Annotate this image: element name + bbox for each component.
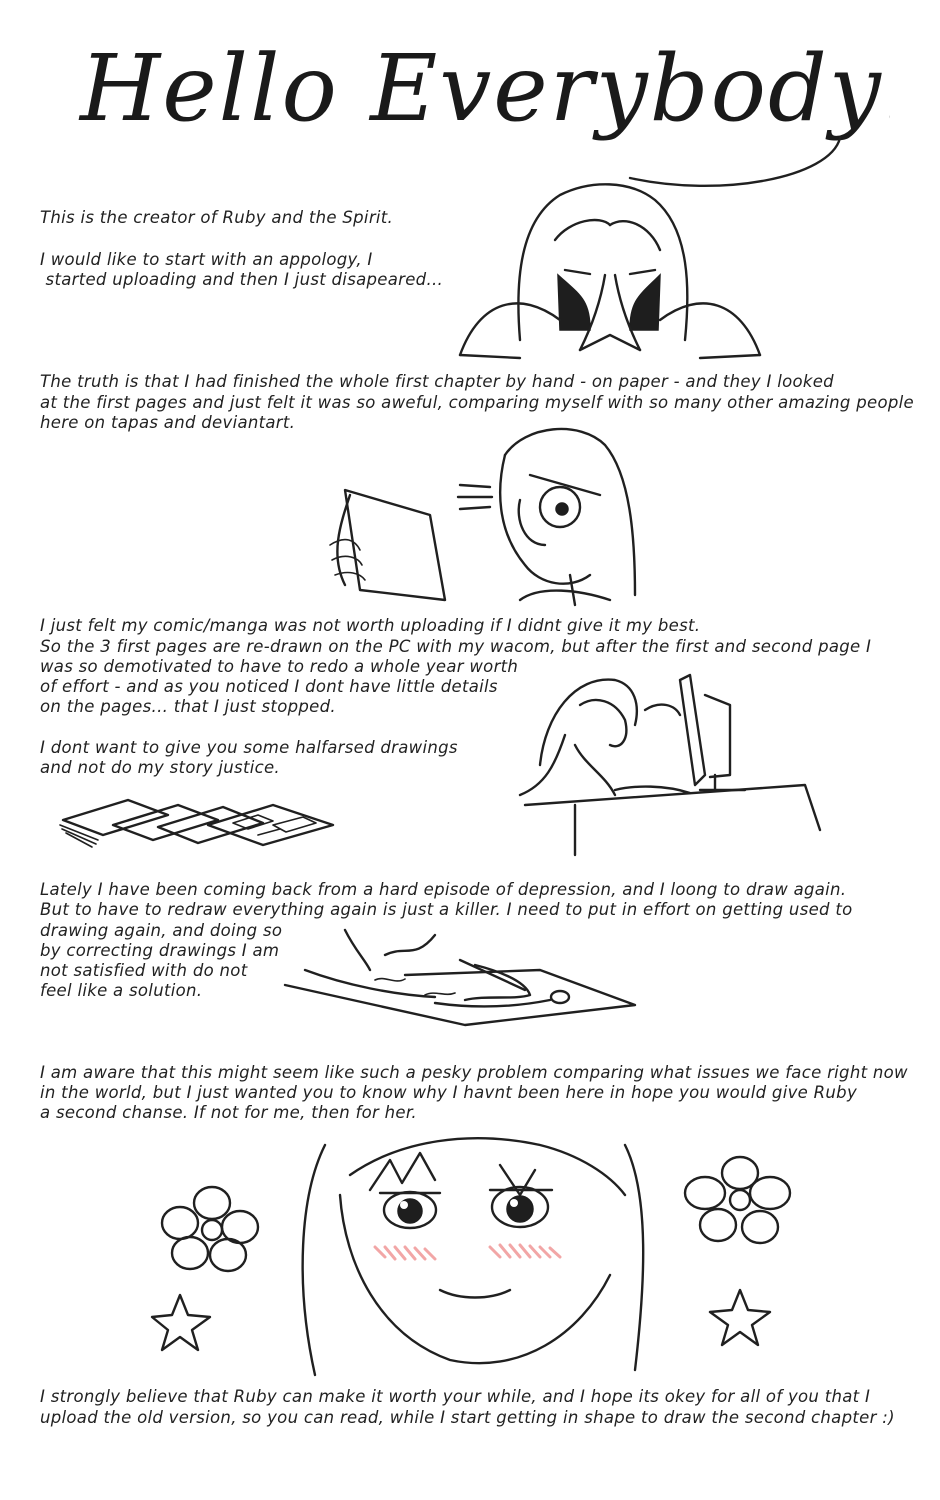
sketch-apologizing-girl (460, 180, 760, 370)
paragraph-justice-line1: I dont want to give you some halfarsed drawings (40, 738, 458, 757)
paragraph-believe-line1: I strongly believe that Ruby can make it worth your while, and I hope its okey for all of you that I (40, 1387, 871, 1406)
paragraph-believe-line2: upload the old version, so you can read, while I start getting in shape to draw the second chapter :) (40, 1408, 895, 1427)
sketch-girl-at-computer (515, 665, 825, 860)
star-left-icon (152, 1295, 210, 1350)
paragraph-lately-line1: Lately I have been coming back from a hard episode of depression, and I loong to draw again. (40, 880, 847, 899)
blush-left (375, 1247, 435, 1259)
paragraph-aware-line3: a second chanse. If not for me, then for her. (40, 1103, 417, 1122)
paragraph-aware-line2: in the world, but I just wanted you to know why I havnt been here in hope you would give Ruby (40, 1083, 858, 1102)
paragraph-intro: This is the creator of Ruby and the Spirit. (40, 208, 394, 227)
paragraph-worth-line4: of effort - and as you noticed I dont have little details (40, 677, 498, 696)
flower-right-icon (685, 1157, 790, 1243)
title-handwriting (70, 28, 890, 198)
paragraph-worth-line5: on the pages... that I just stopped. (40, 697, 336, 716)
paragraph-lately-line6: feel like a solution. (40, 981, 203, 1000)
paragraph-lately-line2: But to have to redraw everything again is just a killer. I need to put in effort on getting used to (40, 900, 853, 919)
flower-left-icon (162, 1187, 258, 1271)
paragraph-lately-line4: by correcting drawings I am (40, 941, 280, 960)
star-right-icon (710, 1290, 770, 1345)
page-title (70, 28, 890, 198)
sketch-hand-drawing (285, 925, 640, 1030)
paragraph-truth-line1: The truth is that I had finished the whole first chapter by hand - on paper - and they I looked (40, 372, 834, 391)
sketch-scattered-papers (58, 795, 338, 850)
paragraph-truth-line2: at the first pages and just felt it was so aweful, comparing myself with so many other amazing people (40, 393, 914, 412)
paragraph-lately-line3: drawing again, and doing so (40, 921, 283, 940)
paragraph-lately-line5: not satisfied with do not (40, 961, 248, 980)
sketch-shocked-girl-paper (320, 425, 650, 605)
sketch-blushing-face (140, 1135, 810, 1380)
paragraph-truth-line3: here on tapas and deviantart. (40, 413, 296, 432)
paragraph-worth-line1: I just felt my comic/manga was not worth uploading if I didnt give it my best. (40, 616, 701, 635)
blush-right (490, 1245, 560, 1257)
title-text: Hello Everybody! (80, 35, 890, 142)
paragraph-worth-line2: So the 3 first pages are re-drawn on the PC with my wacom, but after the first and second page I (40, 637, 872, 656)
paragraph-apology-line1: I would like to start with an appology, I (40, 250, 373, 269)
paragraph-justice-line2: and not do my story justice. (40, 758, 280, 777)
paragraph-aware-line1: I am aware that this might seem like such a pesky problem comparing what issues we face right now (40, 1063, 908, 1082)
paragraph-apology-line2: started uploading and then I just disapeared... (40, 270, 444, 289)
paragraph-worth-line3: was so demotivated to have to redo a whole year worth (40, 657, 519, 676)
